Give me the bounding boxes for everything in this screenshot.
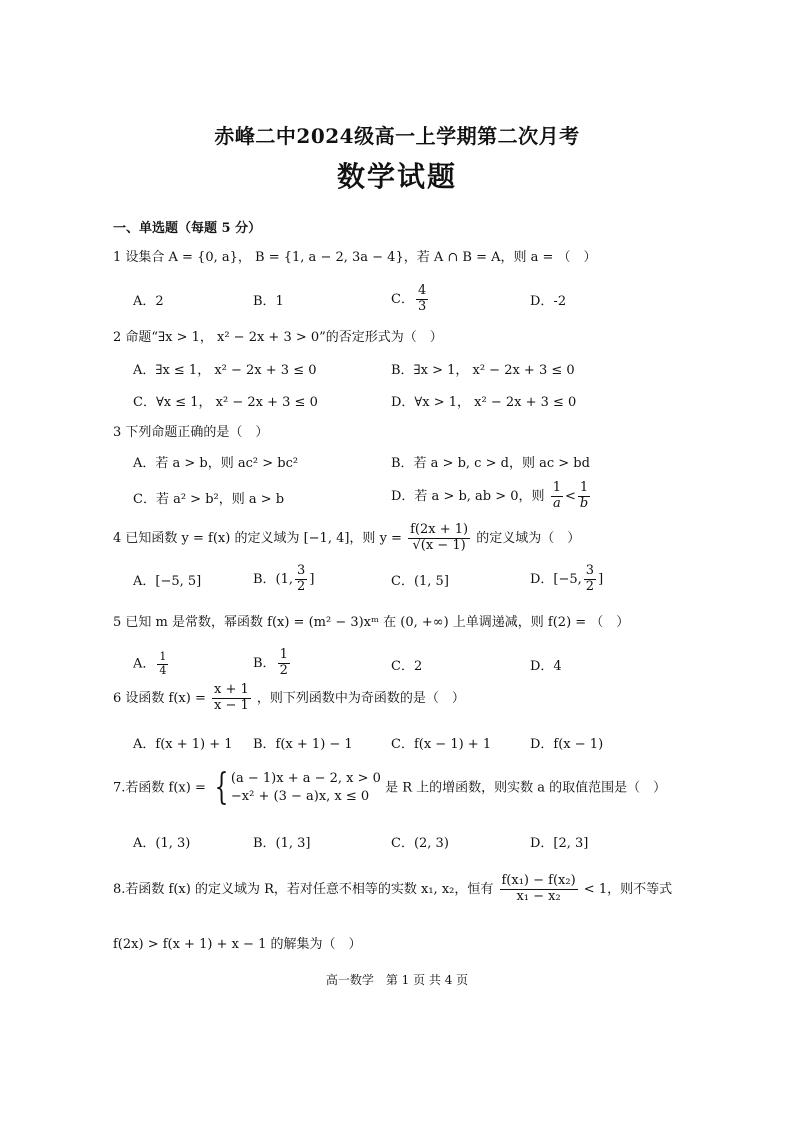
page-footer: 高一数学 第 1 页 共 4 页 <box>325 973 469 987</box>
option-text: ] <box>309 571 315 587</box>
stem-text: < 1，则不等式 <box>583 881 673 897</box>
question-6-option-a: A．f(x + 1) + 1 <box>133 737 233 752</box>
question-3-option-c: C．若 a² > b²，则 a > b <box>133 492 285 507</box>
fraction <box>500 874 578 905</box>
fraction <box>416 284 428 315</box>
question-3-option-d <box>391 481 592 512</box>
numerator: 1 <box>552 480 561 495</box>
denominator: x − 1 <box>214 697 249 713</box>
numerator: 4 <box>417 283 427 298</box>
denominator: 2 <box>297 578 306 594</box>
denominator: 4 <box>159 663 167 677</box>
less-than: < <box>564 488 576 504</box>
piecewise-cases <box>231 770 381 805</box>
question-5-option-d: D．4 <box>530 659 562 674</box>
question-6-option-c: C．f(x − 1) + 1 <box>391 737 492 752</box>
option-label: B． <box>253 655 276 671</box>
question-8-stem <box>113 874 672 905</box>
question-8-stem-line-2: f(2x) > f(x + 1) + x − 1 的解集为（ ） <box>113 937 362 952</box>
question-2-stem: 2 命题“∃x > 1， x² − 2x + 3 > 0”的否定形式为（ ） <box>113 330 443 345</box>
question-6-stem <box>113 683 465 714</box>
option-text: ] <box>598 571 604 587</box>
question-1-option-d: D．-2 <box>530 294 567 309</box>
stem-text: 6 设函数 f(x) = <box>113 690 206 706</box>
stem-text: 4 已知函数 y = f(x) 的定义域为 [−1, 4]，则 y = <box>113 530 402 546</box>
exam-title: 赤峰二中2024级高一上学期第二次月考 <box>214 124 580 148</box>
denominator: 2 <box>279 662 288 678</box>
question-7-option-b: B．(1, 3] <box>253 836 311 851</box>
left-brace-icon: { <box>214 767 229 808</box>
fraction <box>408 523 470 554</box>
question-7-stem <box>113 767 667 808</box>
question-4-option-d <box>530 564 603 595</box>
question-4-option-b <box>253 564 314 595</box>
question-4-option-a: A．[−5, 5] <box>133 574 202 589</box>
exam-subtitle: 数学试题 <box>336 160 457 193</box>
option-text: D．[−5, <box>530 571 582 587</box>
option-label: C． <box>391 291 414 307</box>
stem-text: ，则下列函数中为奇函数的是（ ） <box>256 690 465 706</box>
case-2: −x² + (3 − a)x, x ≤ 0 <box>230 789 370 804</box>
stem-text: 7.若函数 f(x) = <box>113 780 206 796</box>
question-7-option-d: D．[2, 3] <box>530 836 589 851</box>
question-7-option-a: A．(1, 3) <box>133 836 191 851</box>
denominator: 2 <box>585 578 595 594</box>
question-5-stem: 5 已知 m 是常数，幂函数 f(x) = (m² − 3)xᵐ 在 (0, +∞) 上单调递减，则 f(2) = （ ） <box>113 615 630 630</box>
question-4-stem <box>113 523 580 554</box>
question-5-option-b <box>253 648 292 679</box>
fraction <box>551 481 563 512</box>
denominator: √(x − 1) <box>412 537 466 553</box>
fraction <box>157 651 168 677</box>
numerator: x + 1 <box>214 682 249 697</box>
numerator: f(2x + 1) <box>410 522 469 537</box>
denominator: 3 <box>417 298 427 314</box>
question-1-option-c <box>391 284 430 315</box>
fraction <box>578 481 590 512</box>
numerator: f(x₁) − f(x₂) <box>501 873 576 888</box>
question-7-option-c: C．(2, 3) <box>391 836 449 851</box>
question-1-option-a: A．2 <box>133 294 164 309</box>
option-label: A． <box>133 656 156 672</box>
question-3-option-a: A．若 a > b，则 ac² > bc² <box>133 456 299 471</box>
denominator: x₁ − x₂ <box>516 888 561 904</box>
question-2-option-a: A．∃x ≤ 1， x² − 2x + 3 ≤ 0 <box>133 363 317 378</box>
question-6-option-d: D．f(x − 1) <box>530 737 604 752</box>
question-6-option-b: B．f(x + 1) − 1 <box>253 737 353 752</box>
stem-text: 的定义域为（ ） <box>476 530 581 546</box>
question-2-option-d: D．∀x > 1， x² − 2x + 3 ≤ 0 <box>391 395 577 410</box>
option-text: D．若 a > b, ab > 0，则 <box>391 488 545 504</box>
fraction <box>295 564 307 595</box>
question-5-option-c: C．2 <box>391 659 423 674</box>
numerator: 3 <box>585 563 595 578</box>
case-1: (a − 1)x + a − 2, x > 0 <box>230 771 381 787</box>
section-heading: 一、单选题（每题 5 分） <box>113 221 262 236</box>
stem-text: 8.若函数 f(x) 的定义域为 R，若对任意不相等的实数 x₁, x₂，恒有 <box>113 881 494 897</box>
numerator: 1 <box>159 650 167 663</box>
denominator: b <box>579 495 589 511</box>
question-4-option-c: C．(1, 5] <box>391 574 449 589</box>
question-5-option-a <box>133 651 170 677</box>
option-text: B．(1, <box>253 571 294 587</box>
fraction <box>278 648 290 679</box>
fraction <box>584 564 596 595</box>
question-2-option-b: B．∃x > 1， x² − 2x + 3 ≤ 0 <box>391 363 575 378</box>
numerator: 1 <box>279 647 288 662</box>
question-3-option-b: B．若 a > b, c > d，则 ac > bd <box>391 456 590 471</box>
question-3-stem: 3 下列命题正确的是（ ） <box>113 425 269 440</box>
numerator: 3 <box>297 563 306 578</box>
question-2-option-c: C．∀x ≤ 1， x² − 2x + 3 ≤ 0 <box>133 395 318 410</box>
denominator: a <box>552 495 561 511</box>
question-1-option-b: B．1 <box>253 294 284 309</box>
stem-text: 是 R 上的增函数，则实数 a 的取值范围是（ ） <box>385 780 667 796</box>
numerator: 1 <box>579 480 589 495</box>
question-1-stem: 1 设集合 A = {0, a}， B = {1, a − 2, 3a − 4}，若 A ∩ B = A，则 a = （ ） <box>113 250 597 265</box>
fraction <box>212 683 251 714</box>
